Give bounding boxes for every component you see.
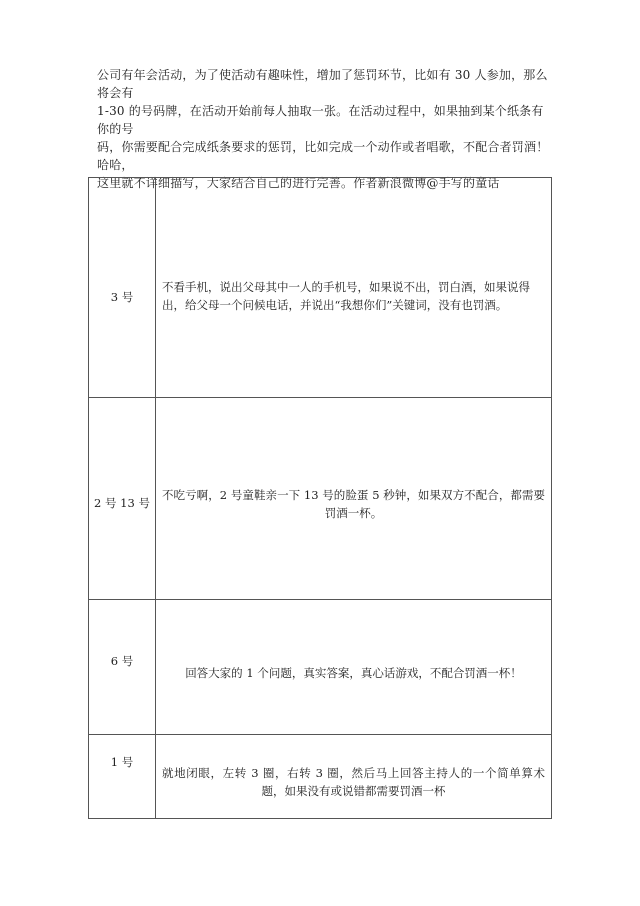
- task-cell: [156, 600, 552, 735]
- table-row: [89, 178, 552, 398]
- table-row: [89, 735, 552, 819]
- number-label: 1 号: [110, 754, 134, 769]
- punishment-table: [88, 177, 552, 819]
- task-text: 不看手机，说出父母其中一人的手机号，如果说不出，罚白酒，如果说得出，给父母一个问候电话，并说出“我想你们”关键词，没有也罚酒。: [162, 279, 530, 312]
- task-cell: [156, 398, 552, 600]
- number-cell: [89, 398, 156, 600]
- table-row: [89, 600, 552, 735]
- intro-line: 公司有年会活动，为了使活动有趣味性，增加了惩罚环节，比如有 30 人参加，那么将会有: [97, 68, 548, 100]
- number-label: 6 号: [110, 654, 134, 668]
- intro-paragraph: [97, 66, 549, 192]
- intro-line: 1-30 的号码牌，在活动开始前每人抽取一张。在活动过程中，如果抽到某个纸条有你的号: [97, 104, 544, 136]
- table-row: [89, 398, 552, 600]
- number-label: 2 号 13 号: [94, 496, 150, 510]
- number-label: 3 号: [110, 289, 134, 304]
- task-text: 就地闭眼，左转 3 圈，右转 3 圈，然后马上回答主持人的一个简单算术题，如果没有或说错都需要罚酒一杯: [162, 765, 545, 798]
- task-text: 回答大家的 1 个问题，真实答案，真心话游戏，不配合罚酒一杯！: [185, 666, 522, 680]
- number-cell: [89, 178, 156, 398]
- number-cell: [89, 735, 156, 819]
- task-cell: [156, 735, 552, 819]
- intro-line: 这里就不详细描写，大家结合自己的进行完善。作者新浪微博@手写的童话: [97, 176, 500, 190]
- number-cell: [89, 600, 156, 735]
- task-cell: [156, 178, 552, 398]
- intro-line: 码，你需要配合完成纸条要求的惩罚，比如完成一个动作或者唱歌，不配合者罚酒！哈哈，: [97, 140, 549, 172]
- task-text: 不吃亏啊，2 号童鞋亲一下 13 号的脸蛋 5 秒钟，如果双方不配合，都需要罚酒一杯。: [162, 487, 545, 520]
